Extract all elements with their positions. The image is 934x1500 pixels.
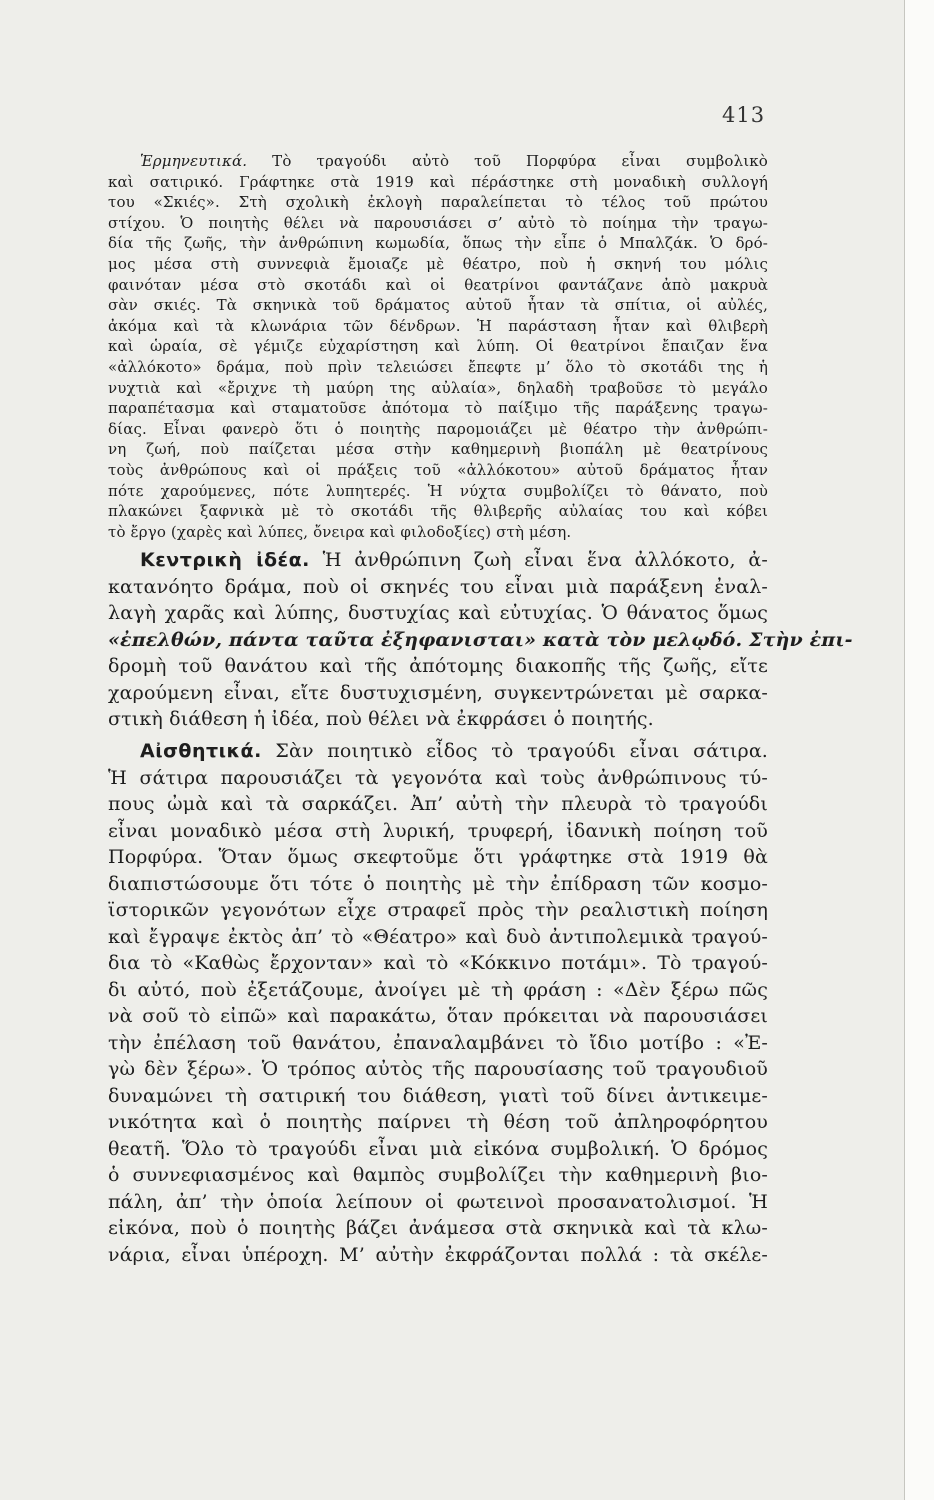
central-idea-paragraph (108, 547, 853, 733)
central-idea-line: Κεντρικὴ ἰδέα. Ἡ ἀνθρώπινη ζωὴ εἶναι ἕνα ἀλλόκοτο, ἀ- (140, 549, 768, 571)
aesthetic-line: καὶ ἔγραψε ἐκτὸς ἀπ’ τὸ «Θέατρο» καὶ δυὸ ἀντιπολεμικὰ τραγού- (108, 925, 768, 948)
commentary-line: του «Σκιές». Στὴ σχολικὴ ἐκλογὴ παραλείπεται τὸ τέλος τοῦ πρώτου (108, 193, 768, 212)
central-idea-line: λαγὴ χαρᾶς καὶ λύπης, δυστυχίας καὶ εὐτυχίας. Ὁ θάνατος ὅμως (108, 602, 768, 624)
aesthetic-line: πάλη, ἀπ’ τὴν ὁποία λείπουν οἱ φωτεινοὶ προσανατολισμοί. Ἡ (108, 1190, 768, 1213)
commentary-line: παραπέτασμα καὶ σταματοῦσε ἀπότομα τὸ παίξιμο τῆς παράξενης τραγω- (108, 399, 768, 418)
central-idea-line: στικὴ διάθεση ἡ ἰδέα, ποὺ θέλει νὰ ἐκφράσει ὁ ποιητής. (108, 708, 654, 730)
aesthetic-paragraph (108, 738, 768, 1268)
commentary-line: νυχτιὰ καὶ «ἔριχνε τὴ μαύρη της αὐλαία», δηλαδὴ τραβοῦσε τὸ μεγάλο (108, 378, 768, 397)
commentary-line: νη ζωή, ποὺ παίζεται μέσα στὴν καθημερινὴ βιοπάλη μὲ θεατρίνους (108, 440, 768, 459)
commentary-line: τὸ ἔργο (χαρὲς καὶ λύπες, ὄνειρα καὶ φιλοδοξίες) στὴ μέση. (108, 522, 572, 541)
aesthetic-line: πους ὠμὰ καὶ τὰ σαρκάζει. Ἀπ’ αὐτὴ τὴν πλευρὰ τὸ τραγούδι (108, 793, 768, 815)
aesthetic-line: Αἰσθητικά. Σὰν ποιητικὸ εἶδος τὸ τραγούδι εἶναι σάτιρα. (140, 740, 768, 762)
aesthetic-line: Ἡ σάτιρα παρουσιάζει τὰ γεγονότα καὶ τοὺς ἀνθρώπινους τύ- (108, 766, 768, 789)
commentary-line: δίας. Εἶναι φανερὸ ὅτι ὁ ποιητὴς παρομοιάζει μὲ θέατρο τὴν ἀνθρώπι- (108, 419, 768, 438)
aesthetic-line: δι αὐτό, ποὺ ἐξετάζουμε, ἀνοίγει μὲ τὴ φράση : «Δὲν ξέρω πῶς (108, 978, 768, 1001)
aesthetic-line: νάρια, εἶναι ὑπέροχη. Μ’ αὐτὴν ἐκφράζονται πολλά : τὰ σκέλε- (108, 1243, 768, 1266)
aesthetic-line: νικότητα καὶ ὁ ποιητὴς παίρνει τὴ θέση τοῦ ἀπληροφόρητου (108, 1111, 768, 1133)
aesthetic-line: Πορφύρα. Ὅταν ὅμως σκεφτοῦμε ὅτι γράφτηκε στὰ 1919 θὰ (108, 846, 768, 868)
commentary-line: μος μέσα στὴ συννεφιὰ ἔμοιαζε μὲ θέατρο, ποὺ ἡ σκηνή του μόλις (108, 254, 768, 273)
aesthetic-line: θεατῆ. Ὅλο τὸ τραγούδι εἶναι μιὰ εἰκόνα συμβολική. Ὁ δρόμος (108, 1137, 768, 1160)
aesthetic-line: γὼ δὲν ξέρω». Ὁ τρόπος αὐτὸς τῆς παρουσίασης τοῦ τραγουδιοῦ (108, 1058, 768, 1080)
page-right-edge (904, 0, 934, 1500)
commentary-line: στίχου. Ὁ ποιητὴς θέλει νὰ παρουσιάσει σ’ αὐτὸ τὸ ποίημα τὴν τραγω- (108, 213, 768, 232)
commentary-line: Ἑρμηνευτικά. Τὸ τραγούδι αὐτὸ τοῦ Πορφύρα εἶναι συμβολικὸ (140, 152, 768, 170)
commentary-line: τοὺς ἀνθρώπους καὶ οἱ πράξεις τοῦ «ἀλλόκοτου» αὐτοῦ δράματος ἦταν (108, 460, 768, 479)
commentary-line: φαινόταν μέσα στὸ σκοτάδι καὶ οἱ θεατρίνοι φαντάζανε ἀπὸ μακρυὰ (108, 275, 768, 294)
aesthetic-line: νὰ σοῦ τὸ εἰπῶ» καὶ παρακάτω, ὅταν πρόκειται νὰ παρουσιάσει (108, 1005, 768, 1027)
commentary-line: ἀκόμα καὶ τὰ κλωνάρια τῶν δένδρων. Ἡ παράσταση ἦταν καὶ θλιβερὴ (108, 316, 768, 335)
commentary-line: «ἀλλόκοτο» δράμα, ποὺ πρὶν τελειώσει ἔπεφτε μ’ ὅλο τὸ σκοτάδι της ἡ (108, 357, 768, 376)
page-number: 413 (722, 103, 766, 127)
commentary-line: πότε χαρούμενες, πότε λυπητερές. Ἡ νύχτα συμβολίζει τὸ θάνατο, ποὺ (108, 481, 768, 500)
aesthetic-line: ϊστορικῶν γεγονότων εἶχε στραφεῖ πρὸς τὴν ρεαλιστικὴ ποίηση (108, 899, 768, 921)
commentary-line: καὶ ὡραία, σὲ γέμιζε εὐχαρίστηση καὶ λύπη. Οἱ θεατρίνοι ἔπαιζαν ἕνα (108, 337, 768, 356)
commentary-line: σὰν σκιές. Τὰ σκηνικὰ τοῦ δράματος αὐτοῦ ἦταν τὰ σπίτια, οἱ αὐλές, (108, 296, 768, 315)
aesthetic-line: διαπιστώσουμε ὅτι τότε ὁ ποιητὴς μὲ τὴν ἐπίδραση τῶν κοσμο- (108, 872, 768, 895)
central-idea-label: Κεντρικὴ ἰδέα. (140, 549, 310, 571)
commentary-line: δία τῆς ζωῆς, τὴν ἀνθρώπινη κωμωδία, ὅπως τὴν εἶπε ὁ Μπαλζάκ. Ὁ δρό- (108, 234, 768, 253)
aesthetic-line: τὴν ἐπέλαση τοῦ θανάτου, ἐπαναλαμβάνει τὸ ἴδιο μοτίβο : «Ἐ- (108, 1031, 768, 1054)
aesthetic-line: δια τὸ «Καθὼς ἔρχονταν» καὶ τὸ «Κόκκινο ποτάμι». Τὸ τραγού- (108, 952, 768, 974)
commentary-label: Ἑρμηνευτικά. (140, 152, 248, 170)
aesthetic-line: ὁ συννεφιασμένος καὶ θαμπὸς συμβολίζει τὴν καθημερινὴ βιο- (108, 1164, 768, 1186)
aesthetic-line: εἶναι μοναδικὸ μέσα στὴ λυρική, τρυφερή, ἰδανικὴ ποίηση τοῦ (108, 819, 768, 842)
commentary-line: καὶ σατιρικό. Γράφτηκε στὰ 1919 καὶ πέράστηκε στὴ μοναδικὴ συλλογή (108, 172, 768, 191)
aesthetic-line: εἰκόνα, ποὺ ὁ ποιητὴς βάζει ἀνάμεσα στὰ σκηνικὰ καὶ τὰ κλω- (108, 1217, 768, 1239)
central-idea-line: δρομὴ τοῦ θανάτου καὶ τῆς ἀπότομης διακοπῆς τῆς ζωῆς, εἴτε (108, 655, 768, 677)
aesthetic-line: δυναμώνει τὴ σατιρική του διάθεση, γιατὶ τοῦ δίνει ἀντικειμε- (108, 1084, 768, 1107)
commentary-paragraph (108, 151, 768, 542)
aesthetic-label: Αἰσθητικά. (140, 740, 262, 762)
central-idea-line: «ἐπελθών, πάντα ταῦτα ἐξηφανισται» κατὰ τὸν μελῳδό. Στὴν ἐπι- (108, 628, 853, 651)
central-idea-line: χαρούμενη εἶναι, εἴτε δυστυχισμένη, συγκεντρώνεται μὲ σαρκα- (108, 681, 768, 704)
central-idea-line: κατανόητο δράμα, ποὺ οἱ σκηνές του εἶναι μιὰ παράξενη ἐναλ- (108, 575, 768, 598)
commentary-line: πλακώνει ξαφνικὰ μὲ τὸ σκοτάδι τῆς θλιβερῆς αὐλαίας του καὶ κόβει (108, 502, 768, 521)
